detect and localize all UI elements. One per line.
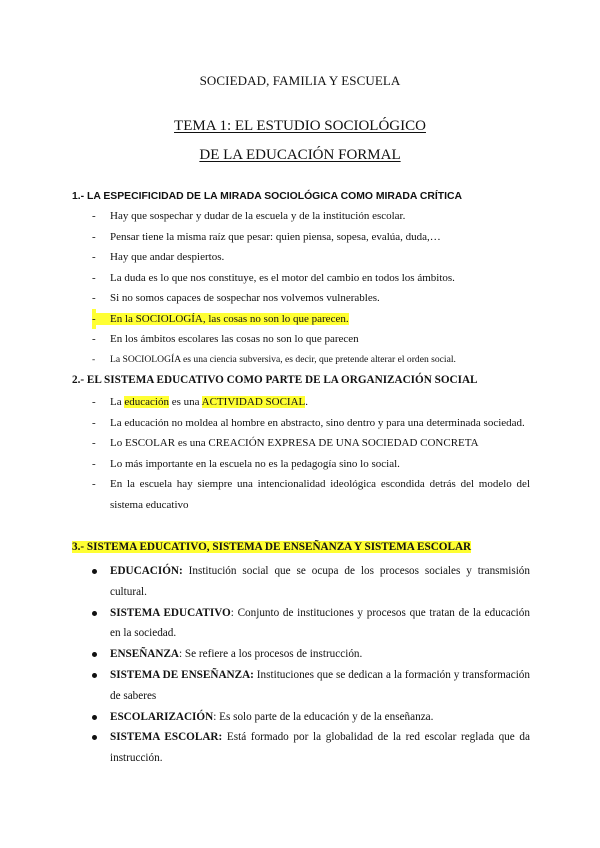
dash-marker: -	[92, 251, 96, 263]
definition-term: SISTEMA DE ENSEÑANZA:	[110, 668, 254, 681]
list-item	[92, 247, 530, 268]
section-3-heading-text: 3.- SISTEMA EDUCATIVO, SISTEMA DE ENSEÑANZA Y SISTEMA ESCOLAR	[72, 541, 472, 553]
dash-marker: -	[92, 210, 96, 222]
list-item	[92, 206, 530, 227]
list-item-text: Lo más importante en la escuela no es la pedagogía sino lo social.	[110, 457, 400, 470]
bullet-dot-icon	[92, 611, 97, 616]
bullet-dot-icon	[92, 673, 97, 678]
dash-marker: -	[92, 230, 96, 243]
bullet-dot-icon	[92, 735, 97, 740]
list-item-text: En la SOCIOLOGÍA, las cosas no son lo que parecen.	[92, 313, 349, 325]
dash-marker: -	[92, 437, 96, 449]
list-item-text: Pensar tiene la misma raíz que pesar: quien piensa, sopesa, evalúa, duda,…	[110, 230, 441, 243]
list-item	[92, 329, 530, 350]
list-item-text: Lo ESCOLAR es una CREACIÓN EXPRESA DE UNA SOCIEDAD CONCRETA	[110, 437, 479, 449]
list-item-text: En los ámbitos escolares las cosas no son lo que parecen	[110, 333, 359, 345]
list-item-highlighted	[92, 309, 530, 330]
topic-title-line2: DE LA EDUCACIÓN FORMAL	[199, 147, 401, 163]
dash-marker: -	[92, 416, 96, 429]
definition-item	[92, 561, 530, 603]
document-title: SOCIEDAD, FAMILIA Y ESCUELA	[199, 73, 401, 88]
list-item	[92, 474, 530, 515]
section-3-heading	[72, 541, 530, 553]
list-item-text: Hay que andar despiertos.	[110, 251, 225, 263]
dash-marker: -	[92, 309, 96, 330]
list-item	[92, 350, 530, 371]
section-1-list	[92, 206, 530, 370]
definition-text: : Se refiere a los procesos de instrucción.	[179, 648, 363, 661]
section-3-list	[92, 561, 530, 769]
definition-term: ESCOLARIZACIÓN	[110, 710, 214, 723]
list-item-text: es una	[168, 396, 202, 408]
list-item	[92, 433, 530, 454]
definition-item	[92, 727, 530, 769]
dash-marker: -	[92, 353, 96, 365]
list-item	[92, 227, 530, 248]
section-2-heading-text: 2.- EL SISTEMA EDUCATIVO COMO PARTE DE LA ORGANIZACIÓN SOCIAL	[72, 374, 478, 386]
list-item-text: En la escuela hay siempre una intencionalidad ideológica escondida detrás del modelo del sistema educativo	[110, 478, 530, 511]
list-item-text: Si no somos capaces de sospechar nos volvemos vulnerables.	[110, 292, 380, 304]
list-item	[92, 268, 530, 289]
dash-marker: -	[92, 292, 96, 304]
list-item	[92, 454, 530, 475]
list-item-text: La SOCIOLOGÍA es una ciencia subversiva, es decir, que pretende alterar el orden social.	[110, 353, 456, 365]
highlighted-term: ACTIVIDAD SOCIAL	[201, 396, 306, 408]
list-item-text: La duda es lo que nos constituye, es el motor del cambio en todos los ámbitos.	[110, 271, 455, 284]
dash-marker: -	[92, 478, 96, 490]
dash-marker: -	[92, 396, 96, 408]
bullet-dot-icon	[92, 652, 97, 657]
bullet-dot-icon	[92, 715, 97, 720]
section-1-heading	[72, 191, 530, 202]
definition-term: SISTEMA EDUCATIVO	[110, 606, 231, 619]
definition-item	[92, 644, 530, 665]
list-item	[92, 413, 530, 434]
dash-marker: -	[92, 333, 96, 345]
definition-text: Institución social que se ocupa de los procesos sociales y transmisión cultural.	[110, 565, 530, 598]
definition-term: ENSEÑANZA	[110, 648, 180, 661]
definition-item	[92, 665, 530, 707]
definition-text: Instituciones que se dedican a la formación y transformación de saberes	[110, 668, 530, 702]
bullet-dot-icon	[92, 569, 97, 574]
list-item-text: La	[110, 396, 125, 408]
definition-text: : Conjunto de instituciones y procesos que tratan de la educación en la sociedad.	[110, 606, 530, 640]
dash-marker: -	[92, 457, 96, 470]
highlighted-term: educación	[124, 396, 169, 408]
definition-text: Está formado por la globalidad de la red escolar reglada que da instrucción.	[110, 731, 530, 765]
list-item-text: La educación no moldea al hombre en abstracto, sino dentro y para una determinada sociedad.	[110, 416, 525, 429]
dash-marker: -	[92, 271, 96, 284]
list-item-text: Hay que sospechar y dudar de la escuela y de la institución escolar.	[110, 210, 406, 222]
list-item-text: .	[305, 396, 308, 408]
definition-term: EDUCACIÓN:	[110, 565, 183, 577]
section-2-heading	[72, 374, 530, 386]
definition-text: : Es solo parte de la educación y de la enseñanza.	[213, 710, 434, 723]
definition-item	[92, 603, 530, 645]
definition-term: SISTEMA ESCOLAR:	[110, 731, 223, 744]
section-1-heading-text: 1.- LA ESPECIFICIDAD DE LA MIRADA SOCIOLÓGICA COMO MIRADA CRÍTICA	[72, 191, 463, 202]
definition-item	[92, 707, 530, 728]
topic-title-line1: TEMA 1: EL ESTUDIO SOCIOLÓGICO	[174, 118, 426, 134]
list-item	[92, 392, 530, 413]
list-item	[92, 288, 530, 309]
section-2-list	[92, 392, 530, 515]
